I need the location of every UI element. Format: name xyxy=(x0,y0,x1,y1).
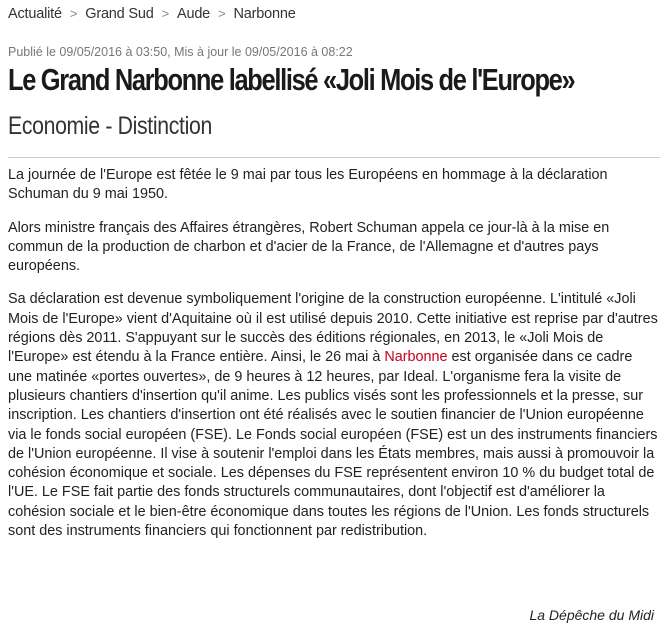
breadcrumb-separator: > xyxy=(218,6,226,21)
article-title: Le Grand Narbonne labellisé «Joli Mois de l'Europe» xyxy=(8,62,575,97)
article-source: La Dépêche du Midi xyxy=(529,607,654,623)
paragraph-3-text-end: est organisée dans ce cadre une matinée «portes ouvertes», de 9 heures à 12 heures, par Ideal. L'organisme fera la visite de plusieurs chantiers d'insertion qu'il anime. Les publics visés sont les professionnels et la presse, sur inscription. Les chantiers d'insertion ont été réalisés avec le soutien financier de l'Union européenne via le fonds social européen (FSE). Le Fonds social européen (FSE) est un des instruments financiers de l'Union européenne. Il vise à soutenir l'emploi dans les États membres, mais aussi à promouvoir la cohésion économique et sociale. Les dépenses du FSE représentent environ 10 % du budget total de l'UE. Le FSE fait partie des fonds structurels communautaires, dont l'objectif est d'améliorer la cohésion sociale et le bien-être économique dans toutes les régions de l'Union. Les fonds structurels sont des instruments financiers qui fonctionnent par redistribution. xyxy=(8,349,658,540)
breadcrumb-separator: > xyxy=(69,6,78,21)
header-divider xyxy=(8,157,660,158)
breadcrumb-item-actualite[interactable]: Actualité xyxy=(8,6,62,22)
breadcrumb-item-grand-sud[interactable]: Grand Sud xyxy=(85,6,154,22)
breadcrumb-separator: > xyxy=(161,6,169,21)
paragraph-3 xyxy=(8,290,660,541)
publication-date: Publié le 09/05/2016 à 03:50, Mis à jour le 09/05/2016 à 08:22 xyxy=(8,45,353,59)
breadcrumb-item-aude[interactable]: Aude xyxy=(176,6,211,22)
paragraph-2: Alors ministre français des Affaires étrangères, Robert Schuman appela ce jour-là à la mise en commun de la production de charbon et d'acier de la France, de l'Allemagne et d'autres pays européens. xyxy=(8,219,610,275)
breadcrumb-item-narbonne[interactable]: Narbonne xyxy=(233,6,296,22)
narbonne-link[interactable]: Narbonne xyxy=(384,349,448,366)
article-category: Economie - Distinction xyxy=(8,112,212,140)
article-body xyxy=(8,166,660,555)
breadcrumb xyxy=(8,6,296,22)
paragraph-3-text-start: Sa déclaration est devenue symboliquement l'origine de la construction européenne. L'intitulé «Joli Mois de l'Europe» vient d'Aquitaine où il est utilisé depuis 2010. Cette initiative est reprise par d'autres régions dès 2011. S'appuyant sur le succès des éditions régionales, en 2013, le «Joli Mois de l'Europe» est étendu à la France entière. Ainsi, le 26 mai à xyxy=(8,291,658,366)
paragraph-1: La journée de l'Europe est fêtée le 9 mai par tous les Européens en hommage à la déclaration Schuman du 9 mai 1950. xyxy=(8,167,608,203)
